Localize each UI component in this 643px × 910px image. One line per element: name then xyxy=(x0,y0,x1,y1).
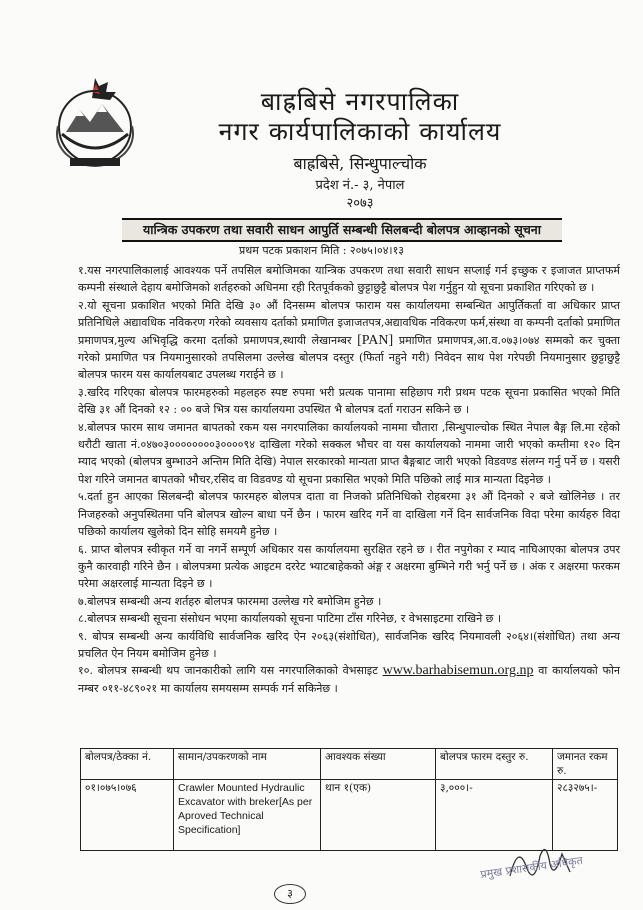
clause-2-part-a: २.यो सूचना प्रकाशित भएको मिति देखि ३० औं दिनसम्म बोलपत्र फाराम यस कार्यालयमा सम्बन्धित आपुर्तिकर्ता वा अधिकार प्राप्त प्रतिनिधिले अद्यावधिक नविकरण गरेको व्यवसाय दर्ताको प्रमाणित इजाजतपत्र,अद्यावधिक नविकरण फर्म,संस्था वा कम्पनी दर्ताको प्रमाणित प्रमाणपत्र,मुल्य अभिवृद्धि करमा दर्ताको प्रमाणपत्र,स्थायी लेखानम्बर xyxy=(78,298,620,347)
pan-label: [PAN] xyxy=(357,332,394,348)
office-location: बाह्रबिसे, सिन्धुपाल्चोक xyxy=(293,154,427,173)
year-line: २०७३ xyxy=(346,196,374,211)
office-name: नगर कार्यपालिकाको कार्यालय xyxy=(218,117,502,146)
publication-date: प्रथम पटक प्रकाशन मिति : २०७५।०४।१३ xyxy=(238,244,405,257)
clause-9: ९. बोपत्र सम्बन्धी अन्य कार्यविधि सार्वजनिक खरिद ऐन २०६३(संशोधित), सार्वजनिक खरिद नियमावली २०६४।(संशोधित) तथा अन्य प्रचलित ऐन नियम बमोजिम हुनेछ । xyxy=(78,629,620,660)
province-line: प्रदेश नं.- ३, नेपाल xyxy=(315,178,405,193)
column-header: बोलपत्र/ठेक्का नं. xyxy=(81,749,174,780)
table-cell: २८३२७५।- xyxy=(553,780,618,851)
clause-2-part-b: प्रमाणित प्रमाणपत्र,आ.व.०७३।०७४ सम्मको कर चुक्ता गरेको प्रमाणित पत्र नियमानुसारको तपसिलमा उल्लेख बोलपत्र दस्तुर (फिर्ता नहुने गरी) निवेदन साथ पेश गरेपछी नियमानुसार छुट्टाछुट्टै बोलपत्र फारम यस कार्यालयबाट उपलब्ध गराईने छ । xyxy=(78,333,621,382)
clause-10-part-b: वा कार्यालयको फोन नम्बर ०११-४८९०२१ मा कार्यालय समयसम्म सम्पर्क गर्न सकिनेछ । xyxy=(78,664,620,695)
column-header: जमानत रकम रु. xyxy=(553,749,618,780)
official-stamp: प्रमुख प्रशासकीय अधिकृत xyxy=(479,853,584,882)
page-number: ३ xyxy=(274,884,306,904)
municipality-name: बाह्रबिसे नगरपालिका xyxy=(260,87,460,116)
notice-title: यान्त्रिक उपकरण तथा सवारी साधन आपुर्ति सम्बन्धी सिलबन्दी बोलपत्र आव्हानको सूचना xyxy=(122,218,562,242)
clause-5: ५.दर्ता हुन आएका सिलबन्दी बोलपत्र फारमहरु बोलपत्र दाता वा निजको प्रतिनिधिको रोहबरमा ३१ औं दिनको २ बजे खोलिनेछ । तर निजहरुको अनुपस्थितमा पनि बोलपत्र खोल्न बाधा पर्ने छैन । फारम खरिद गर्ने वा दाखिला गर्ने दिन सार्वजनिक विदा परेमा कार्यहरु विदा पछिको कार्यालय खुलेको दिन सोहि समयमै हुनेछ । xyxy=(78,490,620,539)
clause-8: ८.बोलपत्र सम्बन्धी सूचना संसोधन भएमा कार्यालयको सूचना पाटिमा टाँस गरिनेछ, र वेभसाइटमा राखिने छ । xyxy=(78,612,502,626)
notice-body xyxy=(78,262,620,697)
table-cell: ३,०००।- xyxy=(436,780,553,851)
clause-7: ७.बोलपत्र सम्बन्धी अन्य शर्तहरु बोलपत्र फारममा उल्लेख गरे बमोजिम हुनेछ । xyxy=(78,594,382,608)
table-cell: थान १(एक) xyxy=(321,780,436,851)
clause-10-part-a: १०. बोलपत्र सम्बन्धी थप जानकारीको लागि यस नगरपालिकाको वेभसाइट xyxy=(78,664,378,678)
column-header: आवश्यक संख्या xyxy=(321,749,436,780)
clause-2 xyxy=(78,297,620,384)
table-header-row xyxy=(81,749,618,780)
table-cell: Crawler Mounted Hydraulic Excavator with breker[As per Aproved Technical Specification] xyxy=(174,780,321,851)
clause-1: १.यस नगरपालिकालाई आवश्यक पर्ने तपसिल बमोजिमका यान्त्रिक उपकरण तथा सवारी साधन सप्लाई गर्न इच्छुक र इजाजत प्राप्तफर्म कम्पनी संस्थाले देहाय बमोजिमको शर्तहरुको अधिनमा रही रितपूर्वकको छुट्टाछुट्टै बोलपत्र पेश गर्नुहुन यो सूचना प्रकाशित गरिएको छ । xyxy=(78,264,620,295)
table-cell: ०१।०७५।०७६ xyxy=(81,780,174,851)
clause-3: ३.खरिद गरिएका बोलपत्र फारमहरुको महलहरु स्पष्ट रुपमा भरी प्रत्यक पानामा सहिछाप गरी प्रथम पटक सूचना प्रकासित भएको मिति देखि ३१ औं दिनको १२ : ०० बजे भित्र यस कार्यालयमा उपस्थित भै बोलपत्र दर्ता गराउन सकिने छ । xyxy=(78,385,620,417)
column-header: सामान/उपकरणको नाम xyxy=(174,749,321,780)
clause-4: ४.बोलपत्र फारम साथ जमानत बापतको रकम यस नगरपालिका कार्यालयको नाममा चौतारा ,सिन्धुपाल्चोक स्थित नेपाल बैङ्ग लि.मा रहेको धरौटी खाता नं.०४७०३००००००००३००००९४ दाखिला गरेको सक्कल भौचर वा यस कार्यालयको नाममा जारी भएको कम्तीमा १२० दिन म्याद भएको (बोलपत्र बुम्भाउने अन्तिम मिति देखि) नेपाल सरकारको मान्यता प्राप्त बैङ्गबाट जारी भएको विडवण्ड संलग्न गर्नु पर्ने छ । यसरी पेश गरिने जमानत बापतको भौचर,रसिद वा विडवण्ड यो सूचना प्रकासित भएको मिति पछिको लाई मात्र मान्यता दिइनेछ । xyxy=(78,420,620,486)
website-link[interactable]: www.barhabisemun.org.np xyxy=(382,663,534,679)
clause-10 xyxy=(78,662,620,697)
column-header: बोलपत्र फारम दस्तुर रु. xyxy=(436,749,553,780)
government-emblem-icon xyxy=(52,72,138,172)
clause-6: ६. प्राप्त बोलपत्र स्वीकृत गर्ने वा नगर्ने सम्पूर्ण अधिकार यस कार्यालयमा सुरक्षित रहने छ । रीत नपुगेका र म्याद नाघिआएका बोलपत्र उपर कुनै कारवाही गरिने छैन । बोलपत्रमा प्रत्येक आइटम दररेट भ्याटबाहेकको अंङ्ग र अक्षरमा बुम्भिने गरी भर्नु पर्ने छ । अंक र अक्षरमा फरकम परेमा अक्षरलाई मान्यता दिइने छ । xyxy=(78,542,620,591)
